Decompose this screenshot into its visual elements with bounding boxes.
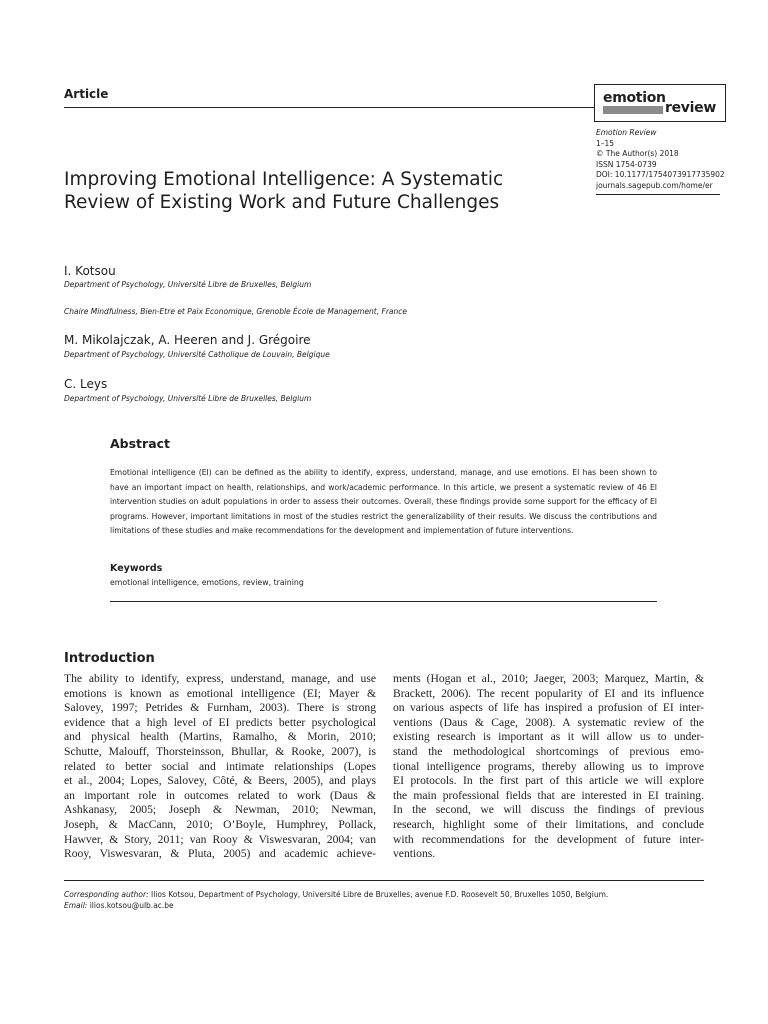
text-line: Brackett, 2006). The recent popularity of EI and its influence	[393, 686, 704, 700]
author-name: C. Leys	[64, 377, 108, 391]
text-line: Ashkanasy, 2005; Joseph & Newman, 2010; Newman,	[64, 803, 376, 817]
article-title	[64, 168, 564, 214]
text-line: stand the methodological shortcomings of previous emo-	[393, 744, 704, 758]
text-line: Salovey, 1997; Petrides & Furnham, 2003). There is strong	[64, 701, 376, 715]
text-line: EI protocols. In the first part of this article we will explore	[393, 774, 704, 788]
text-line: tional intelligence programs, thereby allowing us to improve	[393, 759, 704, 773]
author-affiliation: Department of Psychology, Université Catholique de Louvain, Belgique	[64, 350, 330, 359]
text-line: Joseph, & MacCann, 2010; O’Boyle, Humphrey, Pollack,	[64, 817, 376, 831]
footnote	[64, 889, 608, 911]
header-rule	[64, 107, 594, 108]
journal-meta	[596, 128, 725, 191]
copyright: © The Author(s) 2018	[596, 149, 679, 158]
corresponding-author	[64, 889, 608, 900]
email-label: Email:	[64, 901, 88, 910]
text-line: et al., 2004; Lopes, Salovey, Côté, & Beers, 2005), and plays	[64, 774, 376, 788]
meta-rule	[596, 194, 720, 195]
text-line: on various aspects of life has inspired a profusion of EI inter-	[393, 701, 704, 715]
introduction-left-column	[64, 672, 376, 862]
logo-word-emotion: emotion	[603, 90, 666, 106]
text-line: with recommendations for the development of future inter-	[393, 832, 704, 846]
abstract-rule	[110, 601, 657, 602]
text-line: related to better social and intimate relationships (Lopes	[64, 759, 376, 773]
text-line: ventions.	[393, 847, 436, 861]
text-line: ments (Hogan et al., 2010; Jaeger, 2003; Marquez, Martin, &	[393, 672, 704, 685]
corresponding-author-text: Ilios Kotsou, Department of Psychology, Université Libre de Bruxelles, avenue F.D. Roosevelt 50, Bruxelles 1050, Belgium.	[148, 890, 609, 899]
text-line: Hawver, & Story, 2011; van Rooy & Viswesvaran, 2004; van	[64, 832, 376, 846]
abstract-heading: Abstract	[110, 436, 171, 451]
logo-word-review: review	[665, 100, 716, 116]
keywords-list: emotional intelligence, emotions, review, training	[110, 578, 304, 587]
text-line: In the second, we will discuss the findings of previous	[393, 803, 704, 817]
footnote-rule	[64, 880, 704, 881]
text-line: The ability to identify, express, understand, manage, and use	[64, 672, 376, 685]
author-affiliation: Department of Psychology, Université Libre de Bruxelles, Belgium	[64, 280, 312, 289]
email-address[interactable]: ilios.kotsou@ulb.ac.be	[87, 901, 174, 910]
corresponding-author-label: Corresponding author:	[64, 890, 149, 899]
introduction-heading: Introduction	[64, 651, 155, 666]
author-name: M. Mikolajczak, A. Heeren and J. Grégoire	[64, 333, 311, 347]
author-affiliation: Department of Psychology, Université Libre de Bruxelles, Belgium	[64, 394, 312, 403]
abstract-text: Emotional intelligence (EI) can be defined as the ability to identify, express, understand, manage, and use emotions. EI has been shown to have an important impact on health, relationships, and work/academic performance. In this article, we present a systematic review of 46 EI intervention studies on adult populations in order to assess their outcomes. Overall, these findings provide some support for the efficacy of EI programs. However, important limitations in most of the studies restrict the generalizability of their results. We discuss the contributions and limitations of these studies and make recommendations for the development and implementation of future interventions.	[110, 468, 657, 536]
logo-bar	[603, 106, 663, 114]
journal-url[interactable]: journals.sagepub.com/home/er	[596, 180, 713, 190]
article-type-label: Article	[64, 87, 109, 101]
title-line-1: Improving Emotional Intelligence: A Systematic	[64, 169, 504, 190]
text-line: existing research is important as it will allow us to under-	[393, 730, 704, 744]
author-affiliation: Chaire Mindfulness, Bien-Etre et Paix Economique, Grenoble École de Management, France	[64, 307, 408, 316]
journal-logo	[594, 84, 726, 122]
doi[interactable]: DOI: 10.1177/1754073917735902	[596, 170, 725, 179]
keywords-heading: Keywords	[110, 563, 163, 574]
page-range: 1–15	[596, 138, 615, 148]
text-line: research, highlight some of their limitations, and conclude	[393, 817, 704, 831]
text-line: emotions is known as emotional intelligence (EI; Mayer &	[64, 686, 376, 700]
issn: ISSN 1754-0739	[596, 159, 657, 169]
text-line: ventions (Daus & Cage, 2008). A systematic review of the	[393, 715, 704, 729]
email-line	[64, 900, 608, 911]
journal-name: Emotion Review	[596, 128, 657, 137]
text-line: an important role in outcomes related to work (Daus &	[64, 788, 376, 802]
text-line: the main professional fields that are interested in EI training.	[393, 788, 704, 802]
text-line: Rooy, Viswesvaran, & Pluta, 2005) and academic achieve-	[64, 847, 376, 861]
text-line: Schutte, Malouff, Thorsteinsson, Bhullar, & Rooke, 2007), is	[64, 744, 376, 758]
introduction-right-column	[393, 672, 704, 862]
title-line-2: Review of Existing Work and Future Challenges	[64, 192, 500, 213]
text-line: evidence that a high level of EI predicts better psychological	[64, 715, 376, 729]
text-line: and physical health (Martins, Ramalho, & Morin, 2010;	[64, 730, 376, 744]
author-name: I. Kotsou	[64, 264, 116, 278]
